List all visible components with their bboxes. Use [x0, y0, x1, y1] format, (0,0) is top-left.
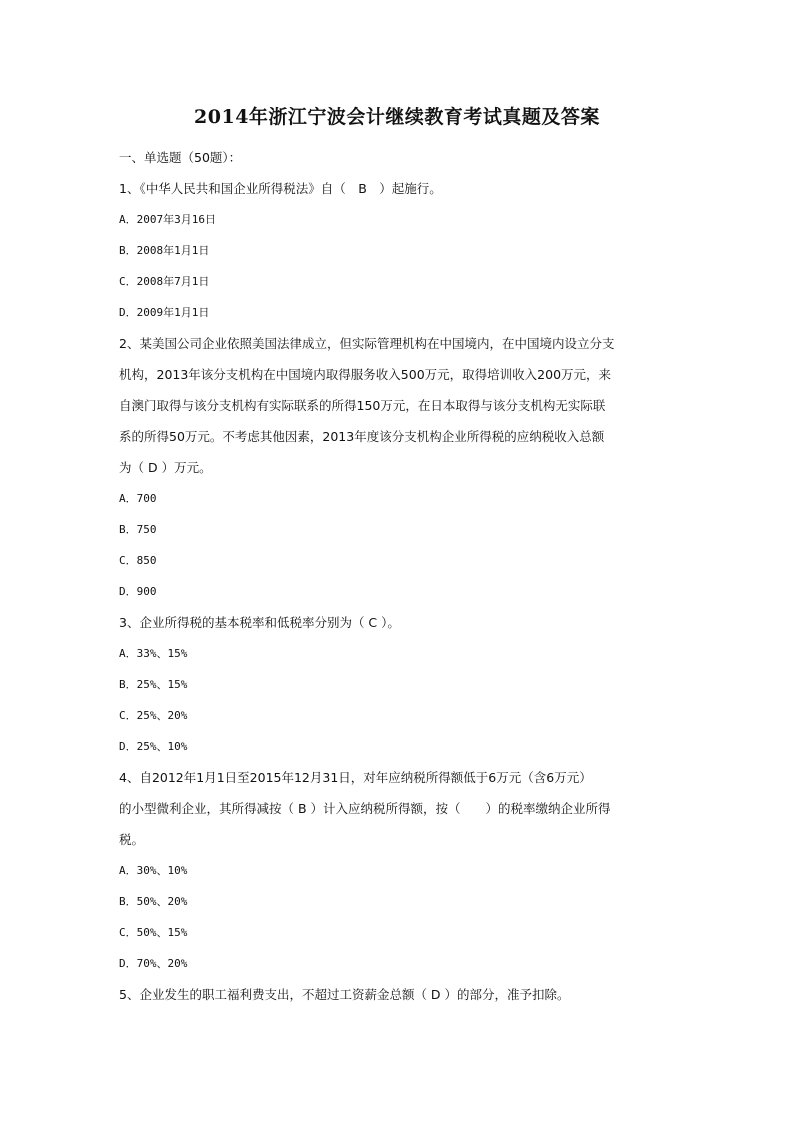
option-c: C．50%、15%	[119, 926, 188, 939]
option-a: A．700	[119, 492, 157, 505]
option-b: B．25%、15%	[119, 678, 188, 691]
option-a: A．33%、15%	[119, 647, 188, 660]
option-d: D．25%、10%	[119, 740, 188, 753]
question-3	[119, 607, 679, 762]
option-b: B．50%、20%	[119, 895, 188, 908]
option-c: C．2008年7月1日	[119, 275, 210, 288]
question-2	[119, 328, 679, 607]
question-5	[119, 979, 679, 1010]
question-text: 1、《中华人民共和国企业所得税法》自（ B ）起施行。	[119, 181, 442, 196]
option-d: D．70%、20%	[119, 957, 188, 970]
option-c: C．25%、20%	[119, 709, 188, 722]
option-a: A．2007年3月16日	[119, 213, 216, 226]
option-b: B．2008年1月1日	[119, 244, 210, 257]
option-c: C．850	[119, 554, 157, 567]
option-b: B．750	[119, 523, 157, 536]
question-text: 为（ D ）万元。	[119, 460, 212, 475]
question-text: 3、企业所得税的基本税率和低税率分别为（ C ）。	[119, 615, 400, 630]
question-text: 2、某美国公司企业依照美国法律成立，但实际管理机构在中国境内，在中国境内设立分支	[119, 336, 615, 351]
document-body	[119, 142, 679, 1010]
question-text: 5、企业发生的职工福利费支出，不超过工资薪金总额（ D ）的部分，准予扣除。	[119, 987, 570, 1002]
question-text: 自澳门取得与该分支机构有实际联系的所得150万元，在日本取得与该分支机构无实际联	[119, 398, 606, 413]
question-text: 机构，2013年该分支机构在中国境内取得服务收入500万元，取得培训收入200万元，来	[119, 367, 612, 382]
option-d: D．2009年1月1日	[119, 306, 210, 319]
question-text: 税。	[119, 832, 145, 847]
question-text: 系的所得50万元。不考虑其他因素，2013年度该分支机构企业所得税的应纳税收入总额	[119, 429, 605, 444]
question-text: 的小型微利企业，其所得减按（ B ）计入应纳税所得额，按（ ）的税率缴纳企业所得	[119, 801, 611, 816]
document-title: 2014年浙江宁波会计继续教育考试真题及答案	[194, 106, 600, 128]
section-heading: 一、单选题（50题）：	[119, 150, 242, 165]
option-a: A．30%、10%	[119, 864, 188, 877]
question-4	[119, 762, 679, 979]
question-text: 4、自2012年1月1日至2015年12月31日，对年应纳税所得额低于6万元（含6万元）	[119, 770, 592, 785]
option-d: D．900	[119, 585, 157, 598]
question-1	[119, 173, 679, 328]
